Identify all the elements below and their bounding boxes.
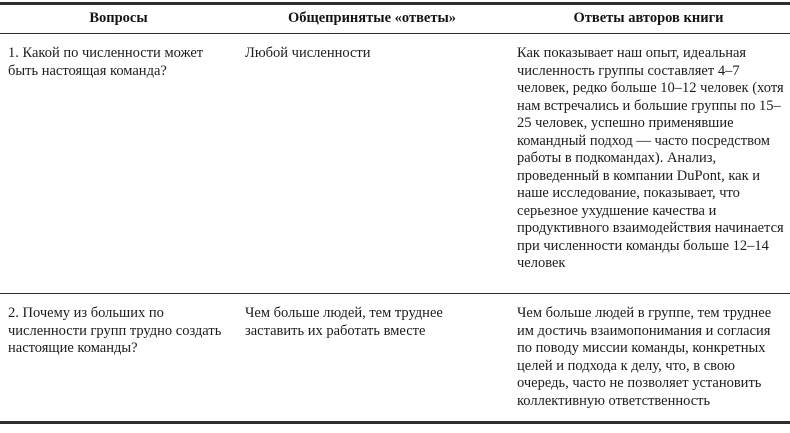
column-header-authors-answers: Ответы авторов книги: [507, 4, 790, 34]
header-row: [0, 4, 790, 34]
authors-answer-cell: Чем больше людей в группе, тем труднее им достичь взаимопонимания и согласия по поводу миссии команды, конкретных целей и подхода к делу, что, в свою очередь, часто не позволяет установить коллективную ответственность: [517, 305, 772, 409]
common-answer-cell: Чем больше людей, тем труднее заставить их работать вместе: [245, 305, 443, 339]
column-header-common-answers: Общепринятые «ответы»: [237, 4, 507, 34]
question-cell: 2. Почему из больших по численности групп трудно создать настоящие команды?: [8, 305, 222, 356]
table-row: [0, 34, 790, 294]
comparison-table: [0, 2, 790, 424]
common-answer-cell: Любой численности: [237, 34, 507, 294]
question-cell: 1. Какой по численности может быть настоящая команда?: [0, 34, 237, 294]
authors-answer-cell: Как показывает наш опыт, идеальная численность группы составляет 4–7 человек, редко больше 10–12 человек (хотя нам встречались и большие группы по 15–25 человек, успешно применявшие командный подход — часто посредством работы в подкомандах). Анализ, проведенный в компании DuPont, как и наше исследование, показывает, что серьезное ухудшение качества и продуктивного взаимодействия начинается при численности команды больше 12–14 человек: [507, 34, 790, 294]
table-row: [0, 294, 790, 423]
column-header-questions: Вопросы: [0, 4, 237, 34]
